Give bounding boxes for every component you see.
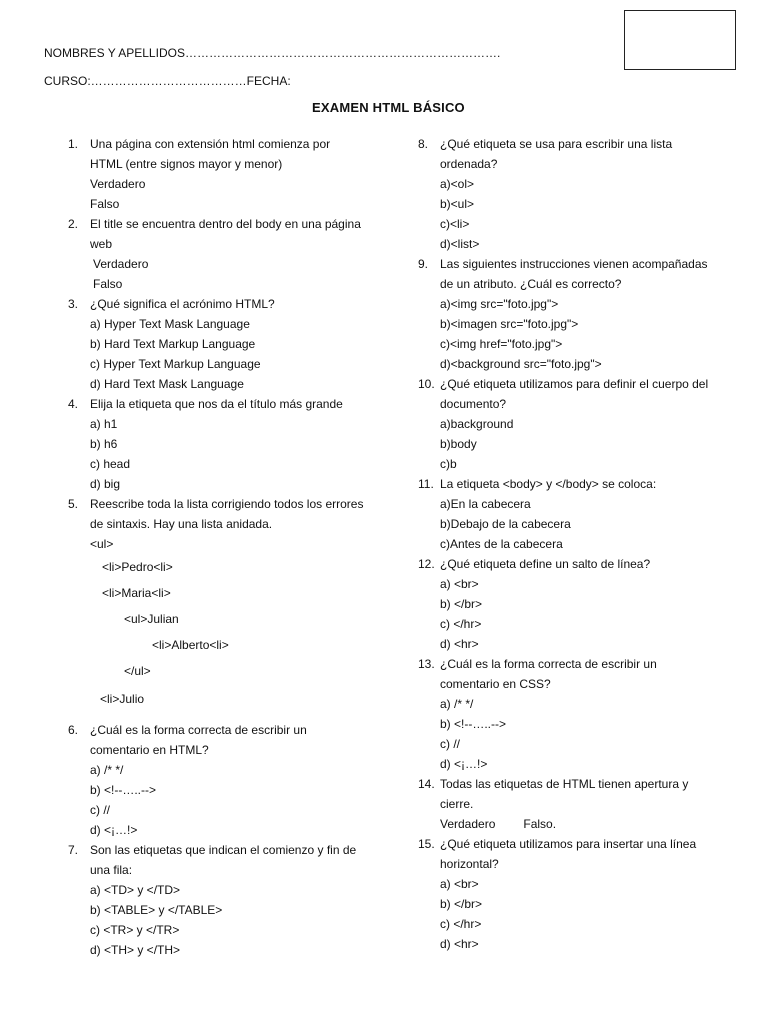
question-number: 4. (68, 397, 79, 411)
option-a (440, 294, 758, 314)
option-a: a) Hyper Text Mask Language (90, 317, 250, 331)
option-letter: a) (440, 497, 451, 511)
option-d: d) <¡…!> (90, 823, 138, 837)
option-a (440, 174, 758, 194)
true-false-options (440, 814, 758, 834)
option-true: Verdadero (93, 257, 149, 271)
option-letter: a) (440, 177, 451, 191)
option-a: a) <br> (440, 577, 479, 591)
option-text: body (450, 437, 477, 451)
question-number: 1. (68, 137, 79, 151)
option-b: b) <!--…..--> (440, 717, 507, 731)
option-letter: d) (440, 357, 451, 371)
option-letter: d) (440, 237, 451, 251)
option-d (440, 234, 758, 254)
option-false: Falso (90, 197, 120, 211)
option-letter: b) (440, 437, 451, 451)
question-text: ¿Qué significa el acrónimo HTML? (90, 297, 275, 311)
code-line: </ul> (124, 664, 151, 678)
question-number: 6. (68, 723, 79, 737)
question-5 (68, 494, 398, 714)
option-text: <ul> (450, 197, 475, 211)
question-text: ¿Qué etiqueta se usa para escribir una lista (440, 137, 673, 151)
question-number: 9. (418, 257, 429, 271)
option-b (440, 434, 758, 454)
option-d: d) <hr> (440, 637, 479, 651)
option-b (440, 514, 758, 534)
option-c (440, 214, 758, 234)
question-10 (418, 374, 758, 474)
question-text: Son las etiquetas que indican el comienzo y fin de (90, 843, 357, 857)
question-13 (418, 654, 758, 774)
option-letter: b) (440, 317, 451, 331)
option-letter: c) (440, 457, 450, 471)
option-false: Falso (93, 277, 123, 291)
question-text: Reescribe toda la lista corrigiendo todos los errores (90, 497, 364, 511)
option-a: a) /* */ (440, 697, 474, 711)
question-text: ¿Qué etiqueta define un salto de línea? (440, 557, 651, 571)
question-8 (418, 134, 758, 254)
option-c (440, 454, 758, 474)
question-number: 7. (68, 843, 79, 857)
option-true: Verdadero (90, 177, 146, 191)
question-text: HTML (entre signos mayor y menor) (90, 157, 283, 171)
course-date-field-label: CURSO:…………………………………FECHA: (44, 74, 291, 88)
code-line: <li>Maria<li> (102, 586, 171, 600)
question-text: Una página con extensión html comienza por (90, 137, 331, 151)
option-b: b) </br> (440, 597, 483, 611)
option-c: c) Hyper Text Markup Language (90, 357, 261, 371)
option-text: <list> (450, 237, 480, 251)
left-column (68, 134, 398, 960)
question-number: 14. (418, 777, 435, 791)
code-line: <li>Alberto<li> (152, 638, 229, 652)
option-c: c) </hr> (440, 917, 482, 931)
option-text: background (450, 417, 514, 431)
option-text: En la cabecera (450, 497, 531, 511)
question-number: 11. (418, 477, 434, 491)
option-text: <ol> (450, 177, 475, 191)
question-text: ¿Cuál es la forma correcta de escribir un (440, 657, 657, 671)
option-d: d) big (90, 477, 121, 491)
option-b: b) Hard Text Markup Language (90, 337, 256, 351)
option-a: a) h1 (90, 417, 118, 431)
option-text: Debajo de la cabecera (450, 517, 571, 531)
option-c: c) head (90, 457, 131, 471)
option-letter: b) (440, 517, 451, 531)
question-number: 15. (418, 837, 435, 851)
option-d: d) <¡…!> (440, 757, 488, 771)
question-text: de un atributo. ¿Cuál es correcto? (440, 277, 622, 291)
option-b: b) h6 (90, 437, 118, 451)
option-c (440, 334, 758, 354)
option-d: d) <hr> (440, 937, 479, 951)
question-11 (418, 474, 758, 554)
question-text: documento? (440, 397, 507, 411)
question-text: una fila: (90, 863, 133, 877)
code-line: <ul>Julian (124, 612, 179, 626)
question-4 (68, 394, 398, 494)
question-text: ¿Qué etiqueta utilizamos para definir el cuerpo del (440, 377, 709, 391)
question-number: 3. (68, 297, 79, 311)
question-3 (68, 294, 398, 394)
exam-title: EXAMEN HTML BÁSICO (312, 100, 465, 115)
option-letter: c) (440, 337, 450, 351)
question-number: 13. (418, 657, 435, 671)
option-b (440, 194, 758, 214)
names-field-label: NOMBRES Y APELLIDOS……………………………………………………………………. (44, 46, 501, 60)
question-12 (418, 554, 758, 654)
question-number: 10. (418, 377, 435, 391)
option-a: a) <br> (440, 877, 479, 891)
question-2 (68, 214, 398, 294)
question-text: El title se encuentra dentro del body en una página (90, 217, 361, 231)
question-text: Elija la etiqueta que nos da el título más grande (90, 397, 343, 411)
option-text: <background src="foto.jpg"> (450, 357, 602, 371)
question-text: cierre. (440, 797, 474, 811)
question-9 (418, 254, 758, 374)
option-text: Antes de la cabecera (450, 537, 563, 551)
question-text: ordenada? (440, 157, 498, 171)
question-text: de sintaxis. Hay una lista anidada. (90, 517, 273, 531)
option-b: b) <!--…..--> (90, 783, 157, 797)
question-number: 8. (418, 137, 429, 151)
option-c: c) <TR> y </TR> (90, 923, 180, 937)
option-text: <img href="foto.jpg"> (450, 337, 563, 351)
question-14 (418, 774, 758, 834)
option-text: <li> (450, 217, 470, 231)
option-text: b (450, 457, 457, 471)
question-text: Las siguientes instrucciones vienen acompañadas (440, 257, 708, 271)
question-text: Todas las etiquetas de HTML tienen apertura y (440, 777, 689, 791)
question-text: La etiqueta <body> y </body> se coloca: (440, 477, 657, 491)
question-text: comentario en HTML? (90, 743, 209, 757)
option-c: c) // (440, 737, 460, 751)
option-text: <img src="foto.jpg"> (450, 297, 559, 311)
option-a: a) <TD> y </TD> (90, 883, 181, 897)
question-15 (418, 834, 758, 954)
question-number: 5. (68, 497, 79, 511)
question-number: 12. (418, 557, 435, 571)
option-letter: c) (440, 217, 450, 231)
code-line: <ul> (90, 537, 114, 551)
option-b: b) <TABLE> y </TABLE> (90, 903, 223, 917)
question-7 (68, 840, 398, 960)
code-line: <li>Pedro<li> (102, 560, 173, 574)
question-text: ¿Qué etiqueta utilizamos para insertar una línea (440, 837, 697, 851)
option-a (440, 494, 758, 514)
code-line: <li>Julio (100, 692, 145, 706)
option-d (440, 354, 758, 374)
question-1 (68, 134, 398, 214)
option-text: <imagen src="foto.jpg"> (450, 317, 579, 331)
option-a: a) /* */ (90, 763, 124, 777)
question-number: 2. (68, 217, 79, 231)
question-text: comentario en CSS? (440, 677, 551, 691)
option-letter: b) (440, 197, 451, 211)
option-a (440, 414, 758, 434)
option-d: d) Hard Text Mask Language (90, 377, 244, 391)
option-d: d) <TH> y </TH> (90, 943, 181, 957)
option-c: c) // (90, 803, 110, 817)
option-b: b) </br> (440, 897, 483, 911)
option-true: Verdadero (440, 817, 496, 831)
option-c: c) </hr> (440, 617, 482, 631)
option-letter: a) (440, 417, 451, 431)
option-b (440, 314, 758, 334)
right-column (418, 134, 758, 954)
grade-box (624, 10, 736, 70)
option-false: Falso. (523, 817, 557, 831)
option-letter: a) (440, 297, 451, 311)
question-text: ¿Cuál es la forma correcta de escribir un (90, 723, 307, 737)
option-c (440, 534, 758, 554)
option-letter: c) (440, 537, 450, 551)
question-6 (68, 720, 398, 840)
question-text: horizontal? (440, 857, 499, 871)
question-text: web (90, 237, 113, 251)
